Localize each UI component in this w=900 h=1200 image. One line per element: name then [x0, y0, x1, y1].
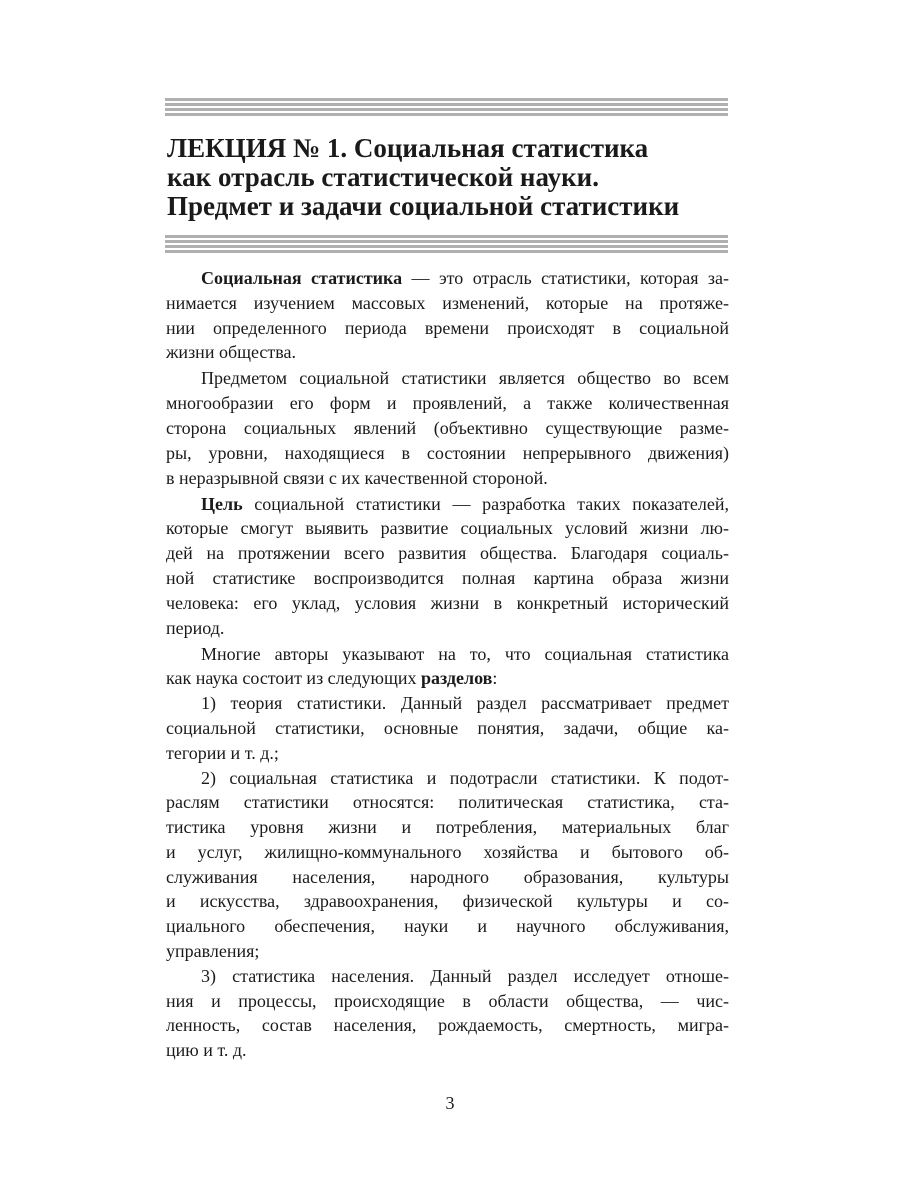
paragraph-subject	[166, 366, 729, 490]
text-line: служивания населения, народного образования, культуры	[166, 866, 729, 887]
text-line: ленность, состав населения, рождаемость, смертность, мигра-	[166, 1015, 729, 1036]
list-item-subbranches	[166, 766, 729, 964]
text-line: сторона социальных явлений (объективно существующие разме-	[166, 417, 729, 438]
text-line: как наука состоит из следующих	[166, 668, 421, 689]
text-line: циального обеспечения, науки и научного обслуживания,	[166, 916, 729, 937]
text-line: :	[492, 668, 498, 689]
paragraph-goal	[166, 492, 729, 641]
text-line: Предметом социальной статистики является общество во всем	[201, 368, 729, 389]
title-line-1: ЛЕКЦИЯ № 1. Социальная статистика	[167, 133, 649, 163]
term-social-statistics: Социальная статистика	[201, 268, 403, 288]
text-line: и услуг, жилищно-коммунального хозяйства и бытового об-	[166, 841, 729, 862]
text-line: тегории и т. д.;	[166, 742, 279, 763]
term-goal: Цель	[201, 493, 243, 514]
text-line: 3) статистика населения. Данный раздел исследует отноше-	[201, 965, 729, 986]
text-line: ной статистике воспроизводится полная картина образа жизни	[166, 567, 729, 588]
body-text	[166, 266, 729, 1063]
text-line: жизни общества.	[166, 342, 297, 363]
text-line: цию и т. д.	[166, 1040, 247, 1061]
text-line: которые смогут выявить развитие социальных условий жизни лю-	[166, 518, 729, 539]
text-line: социальной статистики, основные понятия, задачи, общие ка-	[166, 717, 729, 738]
term-sections: разделов	[421, 668, 493, 689]
title-line-3: Предмет и задачи социальной статистики	[167, 191, 680, 221]
list-item-theory	[166, 691, 729, 765]
text-line: ры, уровни, находящиеся в состоянии непрерывного движения)	[166, 442, 729, 463]
text-line: период.	[166, 617, 225, 638]
text-line: Многие авторы указывают на то, что социальная статистика	[201, 643, 729, 664]
text-line: дей на протяжении всего развития общества. Благодаря социаль-	[166, 543, 729, 564]
text-line: нимается изучением массовых изменений, которые на протяже-	[166, 292, 729, 313]
page-number: 3	[445, 1093, 455, 1113]
text-line: социальной статистики — разработка таких показателей,	[242, 493, 729, 514]
top-decorative-rule	[165, 98, 728, 118]
text-line: ния и процессы, происходящие в области общества, — чис-	[166, 990, 729, 1011]
text-line: в неразрывной связи с их качественной стороной.	[166, 467, 548, 488]
text-line: — это отрасль статистики, которая за-	[402, 268, 729, 288]
text-line: человека: его уклад, условия жизни в конкретный исторический	[166, 592, 729, 613]
bottom-decorative-rule	[165, 235, 728, 255]
text-line: 2) социальная статистика и подотрасли статистики. К подот-	[201, 767, 729, 788]
text-line: нии определенного периода времени происходят в социальной	[166, 317, 729, 338]
paragraph-definition	[166, 266, 729, 365]
list-item-population	[166, 964, 729, 1063]
text-line: раслям статистики относятся: политическая статистика, ста-	[166, 792, 729, 813]
paragraph-sections-intro	[166, 642, 729, 692]
text-line: тистика уровня жизни и потребления, материальных благ	[166, 817, 729, 838]
text-line: управления;	[166, 941, 260, 962]
text-line: и искусства, здравоохранения, физической культуры и со-	[166, 891, 729, 912]
title-line-2: как отрасль статистической науки.	[167, 162, 599, 192]
text-line: многообразии его форм и проявлений, а также количественная	[166, 393, 729, 414]
text-line: 1) теория статистики. Данный раздел рассматривает предмет	[201, 693, 729, 714]
lecture-title	[167, 134, 747, 221]
